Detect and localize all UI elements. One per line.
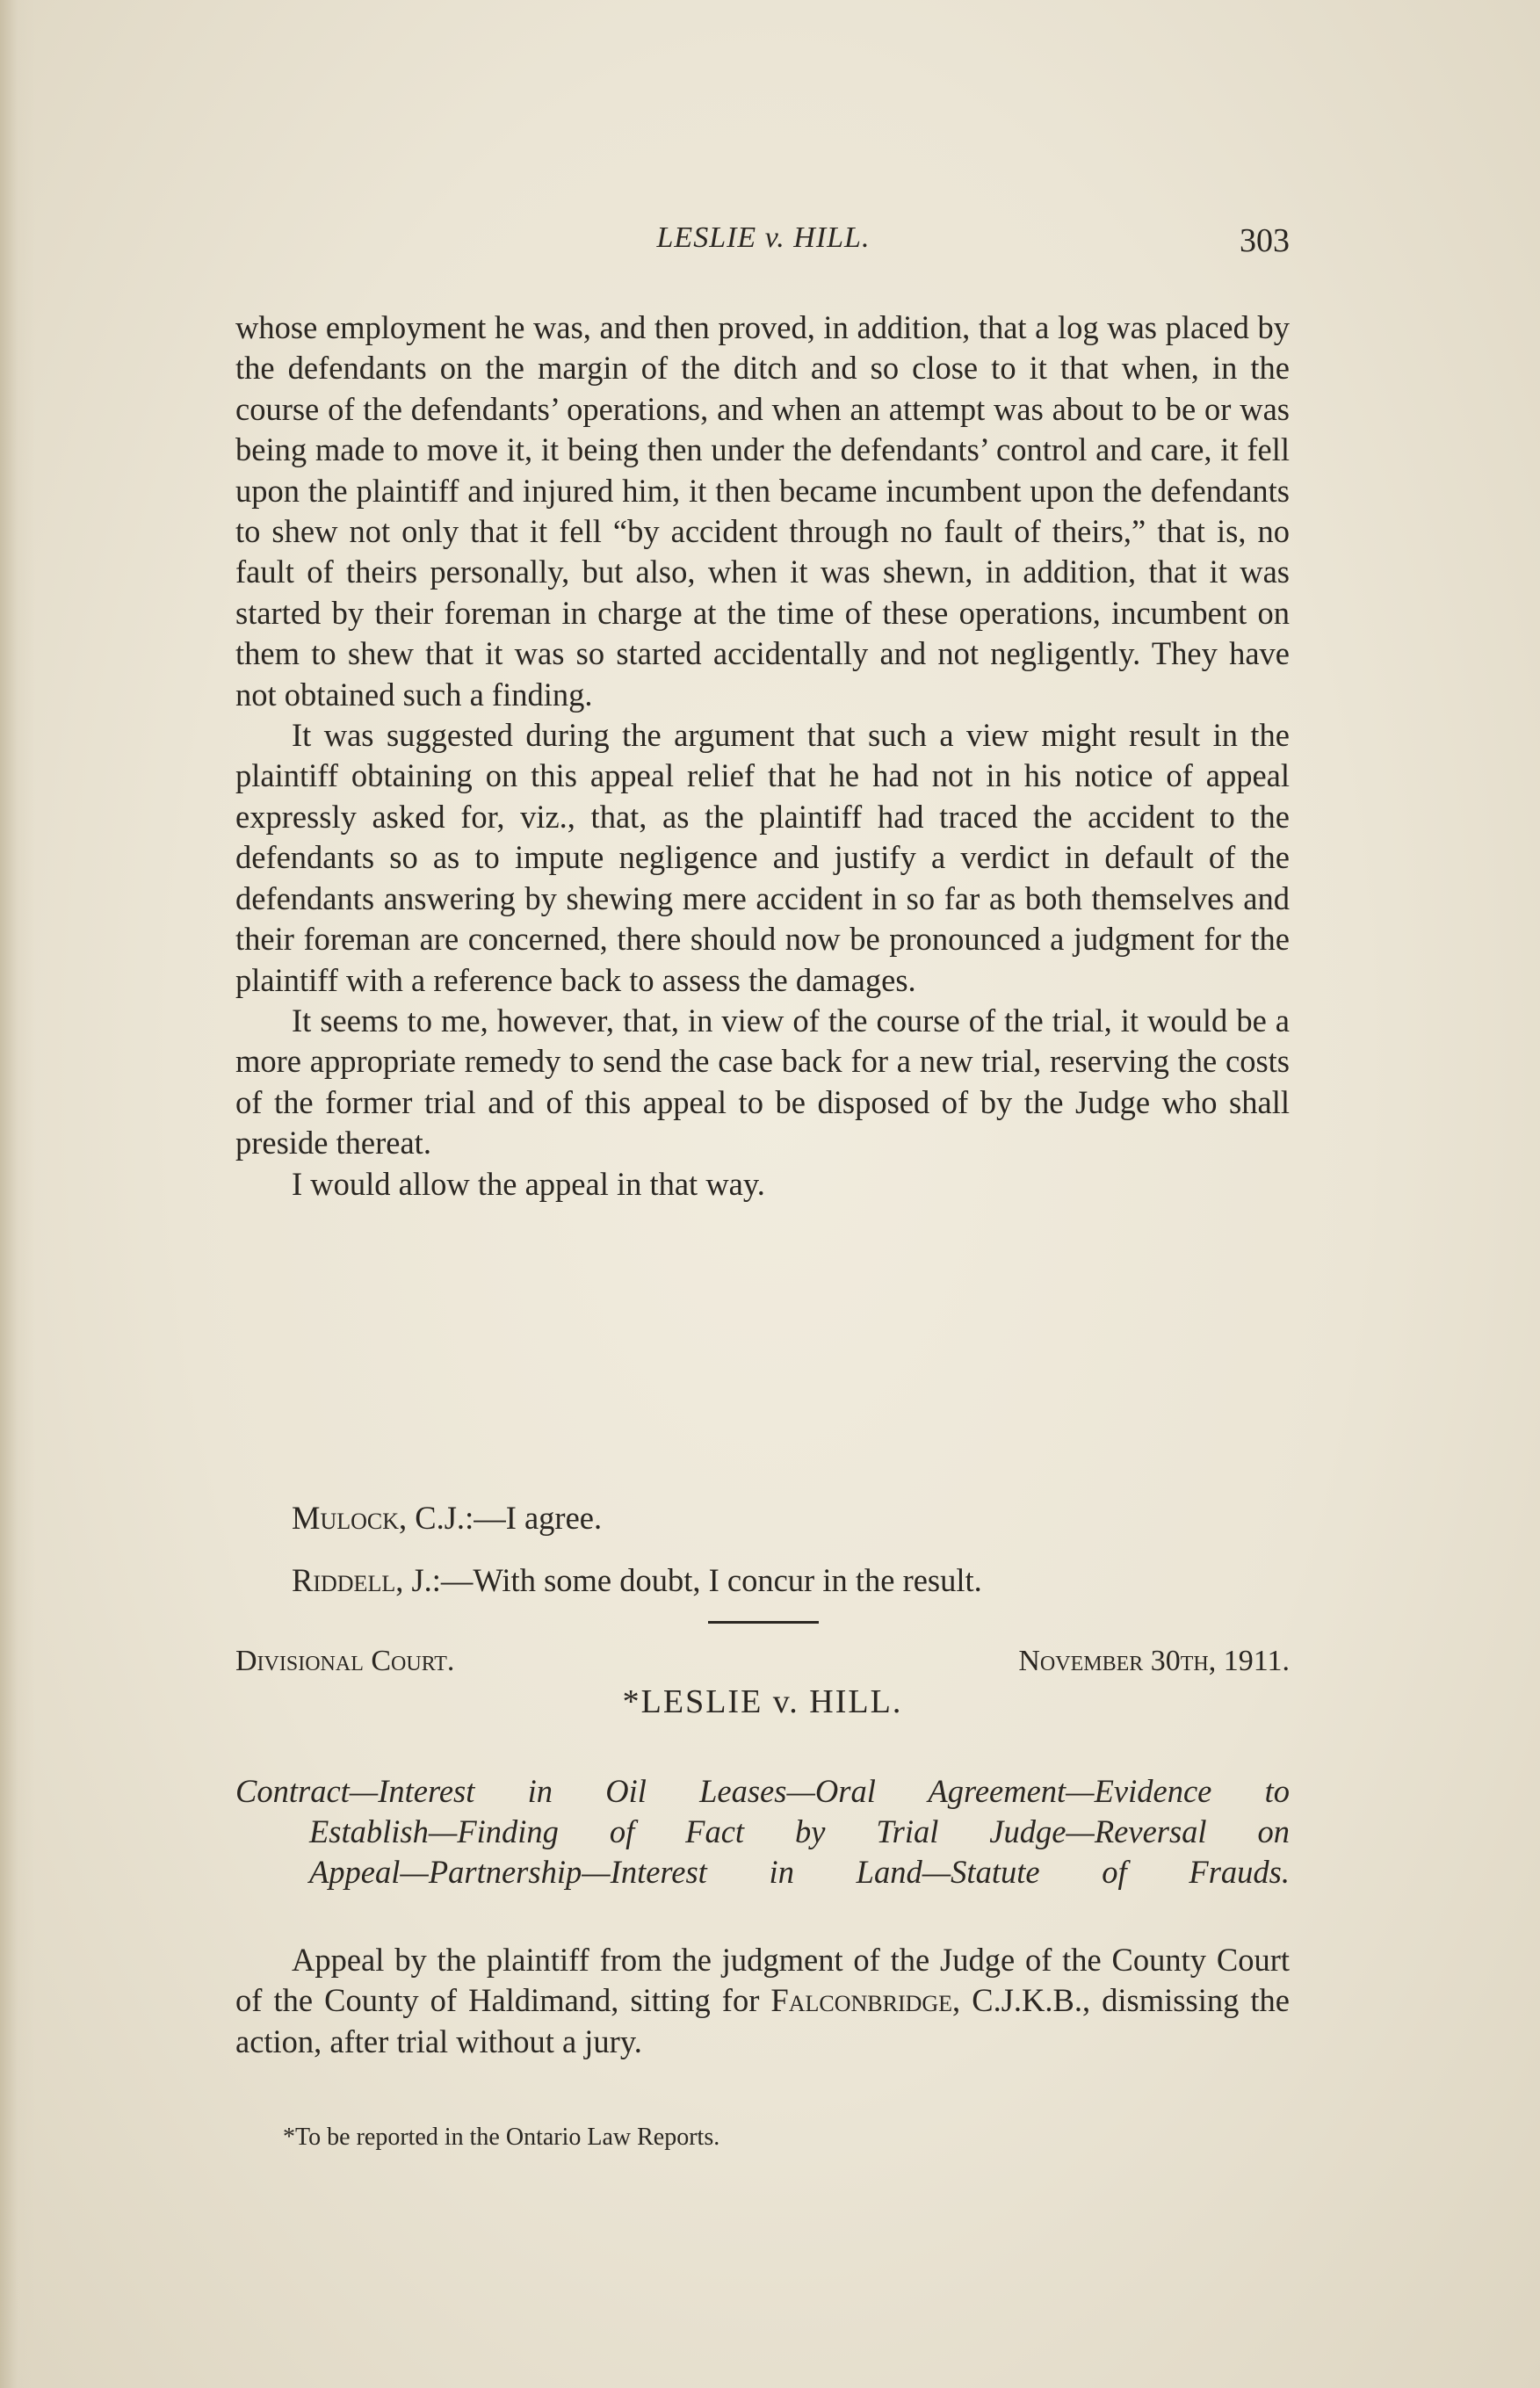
paragraph-continued: whose employment he was, and then proved, in addition, that a log was placed by the defendants on the margin of the ditch and so close to it that when, in the course of the defendants’ operations, and when an attempt was about to be or was being made to move it, it being then under the defendants’ control and care, it fell upon the plaintiff and injured him, it then became incumbent upon the defendants to shew not only that it fell “by accident through no fault of theirs,” that is, no fault of theirs personally, but also, when it was shewn, in addition, that it was started by their foreman in charge at the time of these operations, incumbent on them to shew that it was so started accidentally and not negligently. They have not obtained such a finding. (235, 309, 1290, 713)
headnote-line-3: Appeal—Partnership—Interest in Land—Statute of Frauds. (309, 1854, 1290, 1890)
headnote-line-2: Establish—Finding of Fact by Trial Judge—Reversal on (309, 1813, 1290, 1849)
judgment-body (235, 308, 1290, 1205)
section-divider (708, 1621, 819, 1624)
concurrence-riddell (292, 1561, 982, 1599)
concurrence-mulock (292, 1499, 602, 1537)
concurrence-text: :—I agree. (465, 1500, 603, 1536)
headnote (235, 1771, 1290, 1892)
appeal-paragraph (235, 1940, 1290, 2062)
judge-name: Mulock, C.J. (292, 1500, 466, 1536)
decision-date-text: November 30th, 1911. (1018, 1645, 1290, 1677)
case-title: *LESLIE v. HILL. (622, 1683, 903, 1720)
headnote-line-1: Contract—Interest in Oil Leases—Oral Agreement—Evidence to (235, 1773, 1290, 1809)
page-number: 303 (1240, 222, 1290, 259)
appeal-text-start: Appeal by the plaintiff from the judgment of the Judge of the County Court of the County of Haldimand, sitting for (235, 1942, 1290, 2019)
court-name: Divisional Court. (235, 1645, 455, 1677)
concurrence-text: :—With some doubt, I concur in the result. (431, 1562, 982, 1598)
paragraph-disposition: I would allow the appeal in that way. (292, 1165, 765, 1202)
page-gutter-shadow (0, 0, 35, 2388)
decision-date (1018, 1645, 1290, 1678)
paragraph-remedy: It seems to me, however, that, in view of the course of the trial, it would be a more appropriate remedy to send the case back for a new trial, reserving the costs of the former trial and of this appeal to be disposed of by the Judge who shall preside thereat. (235, 1002, 1290, 1161)
appeal-text-end: , C.J.K.B., dismissing the action, after trial without a jury. (235, 1982, 1290, 2059)
paragraph-argument: It was suggested during the argument that such a view might result in the plaintiff obtaining on this appeal relief that he had not in his notice of appeal expressly asked for, viz., that, as the plaintiff had traced the accident to the defendants so as to impute negligence and justify a verdict in default of the defendants answering by shewing mere accident in so far as both themselves and their foreman are concerned, there should now be pronounced a judgment for the plaintiff with a reference back to assess the damages. (235, 717, 1290, 998)
judge-name: Riddell, J. (292, 1562, 432, 1598)
footnote: *To be reported in the Ontario Law Reports. (283, 2124, 720, 2151)
running-head-title: LESLIE v. HILL. (656, 221, 871, 254)
judge-name-falconbridge: Falconbridge (770, 1982, 953, 2019)
running-head (237, 221, 1290, 265)
